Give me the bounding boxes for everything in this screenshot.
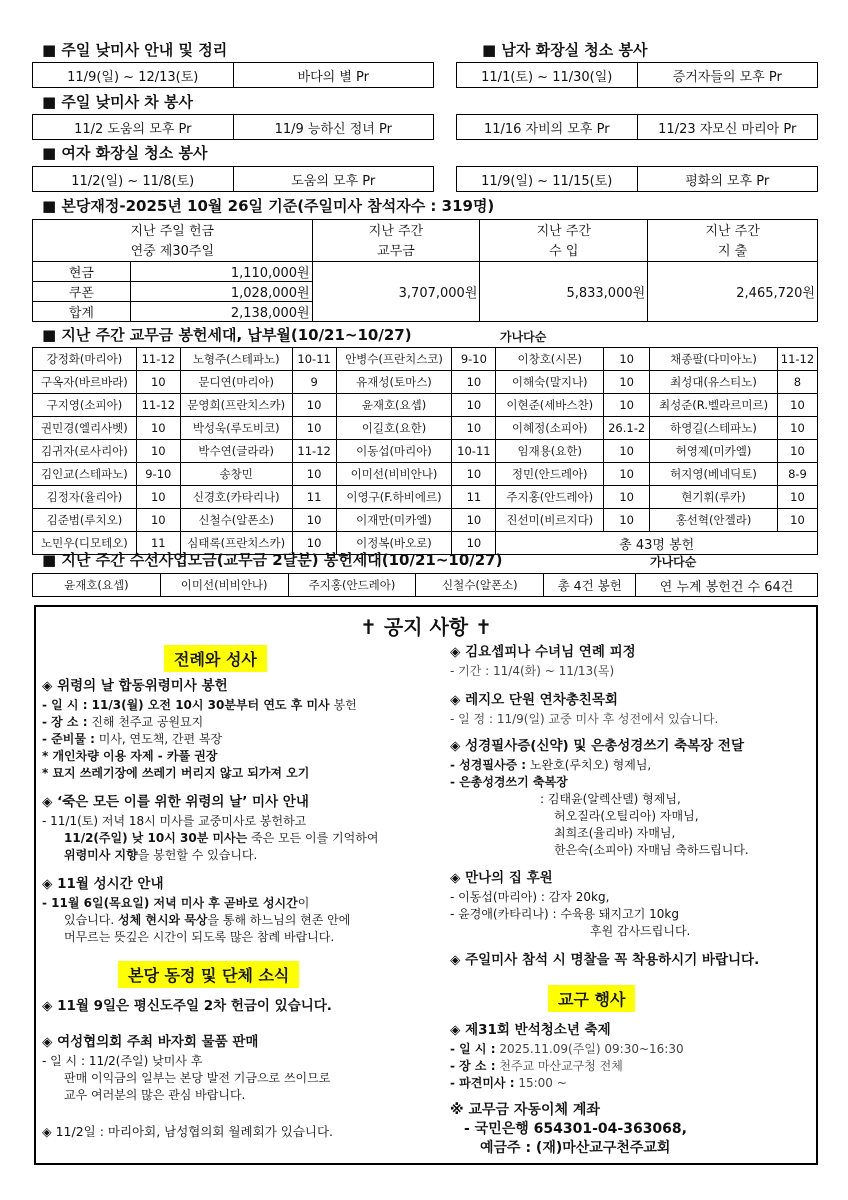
offering-name: 이미선(비비안나) — [336, 463, 452, 486]
finance-header: 지난 주간 — [480, 220, 648, 240]
all-souls-line: - 11/1(토) 저녁 18시 미사를 교중미사로 봉헌하고 — [42, 814, 307, 828]
offering-name: 강정화(마리아) — [33, 348, 137, 371]
finance-heading: ■ 본당재정-2025년 10월 26일 기준(주일미사 참석자수 : 319명) — [42, 197, 495, 215]
offering-name: 신철수(알폰소) — [180, 509, 292, 532]
mission-count: 총 4건 봉헌 — [544, 574, 636, 597]
mission-name: 이미선(비비안나) — [160, 574, 288, 597]
offering-name: 송창민 — [180, 463, 292, 486]
women-restroom-cell: 11/2(일) ~ 11/8(토) — [33, 167, 234, 191]
finance-header: 지 출 — [648, 239, 818, 261]
offering-name: 구옥자(바르바라) — [33, 371, 137, 394]
youth-line: - 파견미사 : — [450, 1076, 515, 1090]
offering-name: 정민(안드레아) — [496, 463, 604, 486]
women-restroom-cell: 도움의 모후 Pr — [291, 173, 376, 189]
youth-line: 15:00 ~ — [514, 1076, 567, 1090]
memorial-date-suffix: 봉헌 — [329, 698, 357, 712]
nametag-notice: ◈ 주일미사 참석 시 명찰을 꼭 착용하시기 바랍니다. — [450, 952, 760, 968]
offering-name: 최성준(R.벨라르미르) — [650, 394, 778, 417]
diocese-heading: 교구 행사 — [548, 985, 635, 1012]
manna-block — [450, 867, 690, 940]
offering-heading: ■ 지난 주간 교무금 봉헌세대, 납부월(10/21~10/27) — [42, 326, 412, 344]
memorial-mass-title: ◈ 위령의 날 합동위령미사 봉헌 — [42, 678, 228, 694]
legio-schedule: - 일 정 : 11/9(일) 교중 미사 후 성전에서 있습니다. — [450, 712, 719, 726]
memorial-note: * 묘지 쓰레기장에 쓰레기 버리지 않고 되가져 오기 — [42, 766, 310, 780]
manna-line: - 이동섭(마리아) : 감자 20kg, — [450, 890, 610, 904]
women-restroom-row-right — [456, 166, 818, 192]
offering-month: 10 — [777, 417, 817, 440]
offering-month: 10-11 — [292, 348, 336, 371]
finance-expense: 2,465,720원 — [648, 261, 818, 321]
offering-name: 진선미(비르지다) — [496, 509, 604, 532]
manna-line: - 윤경애(카타리나) : 수육용 돼지고기 10kg — [450, 907, 679, 921]
offering-name: 채종팔(다미아노) — [650, 348, 778, 371]
men-restroom-row — [456, 62, 818, 88]
offering-name: 임재용(요한) — [496, 440, 604, 463]
bible-line: 한은숙(소피아) 자매님 축하드립니다. — [554, 843, 749, 857]
all-souls-line: 위령미사 지향 — [64, 848, 138, 862]
offering-month: 10 — [777, 486, 817, 509]
offering-month: 10 — [136, 371, 180, 394]
offering-name: 이현준(세바스찬) — [496, 394, 604, 417]
finance-row-label: 쿠폰 — [33, 281, 131, 301]
bible-line: - 은총성경쓰기 축복장 — [450, 775, 568, 789]
offering-row — [33, 440, 818, 463]
finance-header: 수 입 — [480, 239, 648, 261]
holy-hour-line: - 11월 6일(목요일) 저녁 미사 후 곧바로 성시간 — [42, 896, 298, 910]
sister-retreat-title: ◈ 김요셉피나 수녀님 연례 피정 — [450, 644, 636, 660]
offering-month: 11 — [136, 532, 180, 555]
offering-month: 10 — [136, 440, 180, 463]
offering-name: 문디연(마리아) — [180, 371, 292, 394]
offering-name: 이영구(F.하비에르) — [336, 486, 452, 509]
offering-month: 10 — [136, 417, 180, 440]
offering-name: 현기휘(루카) — [650, 486, 778, 509]
mission-heading: ■ 지난 주간 수선사업모금(교무금 2달분) 봉헌세대(10/21~10/27) — [42, 551, 503, 569]
all-souls-block — [42, 791, 378, 864]
offering-name: 박수연(글라라) — [180, 440, 292, 463]
meetings-block — [42, 1123, 333, 1140]
men-restroom-period: 11/1(토) ~ 11/30(일) — [457, 63, 638, 87]
bible-line: : 김태윤(알렉산델) 형제님, — [540, 792, 681, 806]
offering-month: 11-12 — [777, 348, 817, 371]
finance-income: 5,833,000원 — [480, 261, 648, 321]
offering-name: 김귀자(로사리아) — [33, 440, 137, 463]
offering-month: 10-11 — [452, 440, 496, 463]
offering-month: 10 — [452, 532, 496, 555]
offering-name: 유재성(토마스) — [336, 371, 452, 394]
memorial-items-label: - 준비물 : — [42, 732, 95, 746]
finance-row-value: 1,028,000원 — [130, 281, 312, 301]
offering-month: 10 — [604, 486, 650, 509]
offering-month: 10 — [452, 371, 496, 394]
bible-block — [450, 735, 749, 859]
sister-retreat-block — [450, 641, 636, 680]
offering-month: 10 — [452, 463, 496, 486]
bank-holder: 예금주 : (재)마산교구천주교회 — [480, 1140, 671, 1156]
offering-name: 심태록(프란치스카) — [180, 532, 292, 555]
offering-month: 9-10 — [136, 463, 180, 486]
offering-name: 이재만(미카엘) — [336, 509, 452, 532]
mission-yearly-total: 연 누계 봉헌건 수 64건 — [636, 574, 818, 597]
bible-title: ◈ 성경필사증(신약) 및 은총성경쓰기 축복장 전달 — [450, 738, 745, 754]
legio-title: ◈ 레지오 단원 연차총친목회 — [450, 692, 618, 708]
car-service-cell: 11/2 도움의 모후 Pr — [33, 115, 234, 139]
bazaar-line: 판매 이익금의 일부는 본당 발전 기금으로 쓰이므로 — [64, 1071, 331, 1085]
offering-month: 10 — [777, 509, 817, 532]
offering-name: 안병수(프란치스코) — [336, 348, 452, 371]
offering-name: 신경호(카타리나) — [180, 486, 292, 509]
manna-title: ◈ 만나의 집 후원 — [450, 870, 553, 886]
mass-guide-period: 11/9(일) ~ 12/13(토) — [33, 63, 234, 87]
offering-month: 11 — [452, 486, 496, 509]
mission-name: 주지홍(안드레아) — [288, 574, 416, 597]
notice-title: ✝ 공지 사항 ✝ — [360, 615, 492, 639]
all-souls-line: 죽은 모든 이를 기억하여 — [247, 831, 379, 845]
offering-name: 허영제(미카엘) — [650, 440, 778, 463]
mission-name: 윤재호(요셉) — [33, 574, 161, 597]
car-service-heading: ■ 주일 낮미사 차 봉사 — [42, 93, 193, 111]
all-souls-line: 11/2(주일) 낮 10시 30분 미사는 — [64, 831, 248, 845]
holy-hour-block — [42, 873, 350, 946]
women-restroom-cell: 11/9(일) ~ 11/15(토) — [457, 167, 638, 191]
bazaar-line: 교우 여러분의 많은 관심 바랍니다. — [64, 1088, 246, 1102]
offering-row — [33, 371, 818, 394]
finance-row-label: 합계 — [33, 301, 131, 321]
offering-name: 문영희(프란치스카) — [180, 394, 292, 417]
bible-line: 허오질라(오틸리아) 자매님, — [554, 809, 699, 823]
mission-sort-note: 가나다순 — [650, 555, 697, 569]
offering-month: 11-12 — [292, 440, 336, 463]
offering-row — [33, 417, 818, 440]
offering-month: 26.1-2 — [604, 417, 650, 440]
car-service-cell: 11/23 자모신 마리아 Pr — [658, 121, 797, 137]
mass-guide-row — [32, 62, 434, 88]
second-collection-block — [42, 995, 332, 1017]
bazaar-line: - 일 시 : 11/2(주일) 낮미사 후 — [42, 1054, 203, 1068]
bank-account: - 국민은행 654301-04-363068, — [464, 1121, 687, 1137]
finance-row-label: 현금 — [33, 261, 131, 281]
legio-block — [450, 689, 718, 728]
offering-name: 노민우(디모테오) — [33, 532, 137, 555]
offering-name: 윤재호(요셉) — [336, 394, 452, 417]
offering-month: 10 — [777, 394, 817, 417]
offering-month: 10 — [292, 394, 336, 417]
offering-name: 주지홍(안드레아) — [496, 486, 604, 509]
offering-month: 10 — [604, 463, 650, 486]
youth-line: - 일 시 : — [450, 1042, 496, 1056]
youth-line: - 장 소 : — [450, 1059, 496, 1073]
holy-hour-title: ◈ 11월 성시간 안내 — [42, 876, 164, 892]
offering-month: 9-10 — [452, 348, 496, 371]
second-collection-notice: ◈ 11월 9일은 평신도주일 2차 헌금이 있습니다. — [42, 998, 332, 1014]
offering-month: 10 — [136, 509, 180, 532]
offering-name: 김인교(스테파노) — [33, 463, 137, 486]
memorial-place: 진해 천주교 공원묘지 — [87, 715, 204, 729]
women-restroom-heading: ■ 여자 화장실 청소 봉사 — [42, 144, 208, 162]
offering-month: 10 — [604, 371, 650, 394]
finance-header: 지난 주간 — [648, 220, 818, 240]
offering-month: 8 — [777, 371, 817, 394]
memorial-date: - 일 시 : 11/3(월) 오전 10시 30분부터 연도 후 미사 — [42, 698, 330, 712]
bank-title: ※ 교무금 자동이체 계좌 — [450, 1102, 600, 1118]
finance-row-value: 2,138,000원 — [130, 301, 312, 321]
car-service-cell: 11/16 자비의 모후 Pr — [457, 115, 638, 139]
holy-hour-line: 머무르는 뜻깊은 시간이 되도록 많은 참례 바랍니다. — [64, 930, 335, 944]
offering-name: 이동섭(마리아) — [336, 440, 452, 463]
offering-month: 10 — [292, 417, 336, 440]
offering-month: 10 — [452, 417, 496, 440]
women-restroom-row-left — [32, 166, 434, 192]
offering-month: 10 — [604, 440, 650, 463]
offering-row — [33, 463, 818, 486]
mass-guide-heading: ■ 주일 낮미사 안내 및 정리 — [42, 41, 228, 59]
finance-header: 지난 주간 — [312, 220, 480, 240]
offering-table — [32, 347, 818, 555]
offering-month: 11-12 — [136, 394, 180, 417]
offering-name: 이해숙(말지나) — [496, 371, 604, 394]
offering-month: 10 — [292, 463, 336, 486]
offering-month: 9 — [292, 371, 336, 394]
finance-header: 연중 제30주일 — [33, 239, 313, 261]
offering-row — [33, 348, 818, 371]
all-souls-line: 을 봉헌할 수 있습니다. — [137, 848, 258, 862]
meetings-notice: ◈ 11/2일 : 마리아회, 남성협의회 월례회가 있습니다. — [42, 1124, 334, 1139]
offering-month: 10 — [604, 509, 650, 532]
finance-header: 지난 주일 헌금 — [33, 220, 313, 240]
offering-name: 최성대(유스티노) — [650, 371, 778, 394]
offering-total: 총 43명 봉헌 — [496, 532, 818, 555]
offering-row — [33, 509, 818, 532]
offering-name: 하영길(스테파노) — [650, 417, 778, 440]
all-souls-title: ◈ ‘죽은 모든 이를 위한 위령의 날’ 미사 안내 — [42, 794, 309, 810]
offering-month: 11-12 — [136, 348, 180, 371]
offering-month: 10 — [604, 348, 650, 371]
offering-name: 홍선혁(안젤라) — [650, 509, 778, 532]
memorial-items: 미사, 연도책, 간편 복장 — [94, 732, 223, 746]
offering-month: 11 — [292, 486, 336, 509]
car-service-row-right — [456, 114, 818, 140]
offering-name: 김정자(율리아) — [33, 486, 137, 509]
offering-name: 허지영(베네딕토) — [650, 463, 778, 486]
offering-name: 이길호(요한) — [336, 417, 452, 440]
holy-hour-line: 이 — [297, 896, 310, 910]
finance-kyomugeum: 3,707,000원 — [312, 261, 480, 321]
offering-name: 노형주(스테파노) — [180, 348, 292, 371]
offering-name: 이창호(시몬) — [496, 348, 604, 371]
holy-hour-line: 성체 현시와 묵상 — [118, 913, 208, 927]
holy-hour-line: 있습니다. — [64, 913, 118, 927]
bible-line: - 성경필사증 : — [450, 758, 527, 772]
offering-month: 10 — [452, 509, 496, 532]
finance-header: 교무금 — [312, 239, 480, 261]
offering-name: 구지영(소피아) — [33, 394, 137, 417]
memorial-place-label: - 장 소 : — [42, 715, 88, 729]
offering-month: 10 — [292, 509, 336, 532]
sister-retreat-period: - 기간 : 11/4(화) ~ 11/13(목) — [450, 664, 615, 678]
bazaar-title: ◈ 여성협의회 주최 바자회 물품 판매 — [42, 1034, 259, 1050]
finance-table — [32, 219, 818, 322]
men-restroom-group: 증거자들의 모후 Pr — [672, 69, 782, 85]
bazaar-block — [42, 1031, 330, 1104]
offering-month: 10 — [777, 440, 817, 463]
manna-line: 후원 감사드립니다. — [590, 924, 691, 938]
parish-heading: 본당 동정 및 단체 소식 — [118, 961, 299, 988]
car-service-row-left — [32, 114, 434, 140]
offering-name: 이정복(바오로) — [336, 532, 452, 555]
offering-row — [33, 394, 818, 417]
bank-block — [450, 1101, 687, 1158]
notice-board — [34, 605, 818, 1165]
bible-line: 노완호(루치오) 형제님, — [526, 758, 652, 772]
youth-line: 천주교 마산교구청 전체 — [495, 1059, 623, 1073]
women-restroom-cell: 평화의 모후 Pr — [685, 173, 770, 189]
nametag-block — [450, 949, 759, 971]
mission-name: 신철수(알폰소) — [416, 574, 544, 597]
offering-month: 10 — [136, 486, 180, 509]
mass-guide-group: 바다의 별 Pr — [297, 69, 369, 85]
bible-line: 최희조(율리바) 자매님, — [554, 826, 676, 840]
liturgy-heading: 전례와 성사 — [164, 645, 267, 672]
memorial-note: * 개인차량 이용 자제 - 카풀 권장 — [42, 749, 218, 763]
men-restroom-heading: ■ 남자 화장실 청소 봉사 — [482, 41, 648, 59]
offering-name: 권민경(엘리사벳) — [33, 417, 137, 440]
offering-month: 10 — [292, 532, 336, 555]
offering-month: 10 — [452, 394, 496, 417]
holy-hour-line: 을 통해 하느님의 현존 안에 — [207, 913, 351, 927]
offering-row — [33, 486, 818, 509]
offering-month: 8-9 — [777, 463, 817, 486]
finance-row-value: 1,110,000원 — [130, 261, 312, 281]
offering-name: 이혜정(소피아) — [496, 417, 604, 440]
offering-sort-note: 가나다순 — [500, 330, 547, 344]
youth-festival-block — [450, 1019, 684, 1092]
offering-month: 10 — [604, 394, 650, 417]
offering-name: 김준범(루치오) — [33, 509, 137, 532]
youth-line: 2025.11.09(주일) 09:30~16:30 — [495, 1042, 684, 1056]
memorial-mass-block — [42, 675, 357, 782]
offering-name: 박성욱(루도비코) — [180, 417, 292, 440]
youth-festival-title: ◈ 제31회 반석청소년 축제 — [450, 1022, 611, 1038]
mission-table — [32, 573, 818, 597]
car-service-cell: 11/9 능하신 정녀 Pr — [274, 121, 392, 137]
